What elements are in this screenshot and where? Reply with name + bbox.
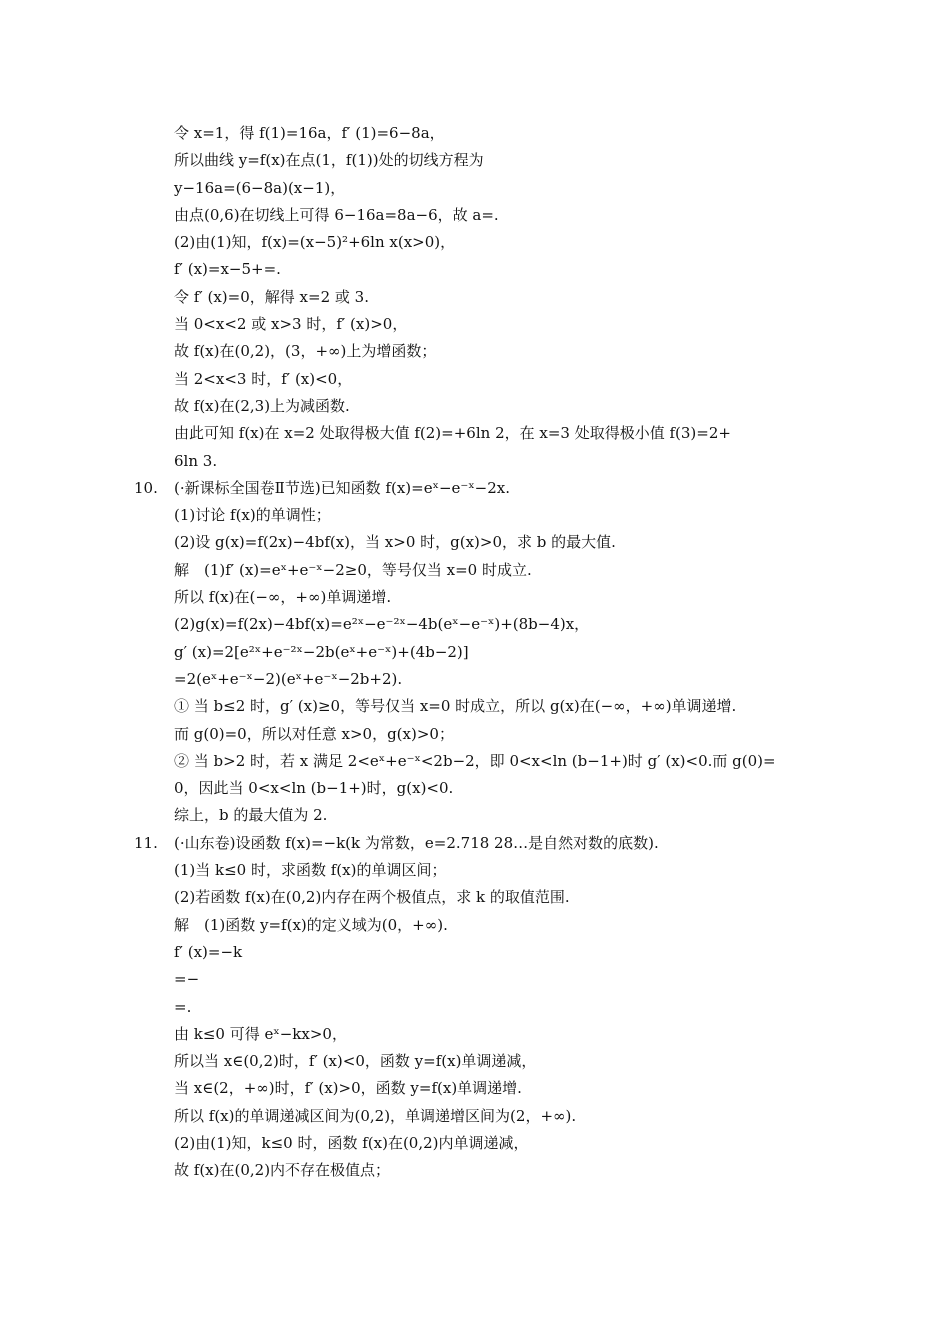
text-line — [134, 884, 834, 911]
text-line — [134, 584, 834, 611]
text-line — [134, 202, 834, 229]
line-text: 所以当 x∈(0,2)时，f′ (x)<0，函数 y=f(x)单调递减， — [174, 1052, 537, 1071]
line-text: =. — [174, 997, 192, 1016]
line-text: 解 (1)f′ (x)=eˣ+e⁻ˣ−2≥0，等号仅当 x=0 时成立. — [174, 560, 532, 579]
line-text: f′ (x)=x−5+=. — [174, 260, 281, 279]
line-text: 由 k≤0 可得 eˣ−kx>0， — [174, 1024, 347, 1043]
text-line — [134, 284, 834, 311]
text-line — [134, 939, 834, 966]
line-text: ① 当 b≤2 时，g′ (x)≥0，等号仅当 x=0 时成立，所以 g(x)在(−∞，+∞)单调递增. — [174, 697, 737, 716]
text-line — [134, 420, 834, 447]
text-line — [134, 666, 834, 693]
text-line — [134, 1048, 834, 1075]
problem-number: 10. — [134, 478, 158, 497]
line-text: 所以 f(x)的单调递减区间为(0,2)，单调递增区间为(2，+∞). — [174, 1106, 577, 1125]
text-line — [134, 1130, 834, 1157]
line-text: =− — [174, 970, 200, 989]
line-text: 6ln 3. — [174, 451, 218, 470]
line-text: ② 当 b>2 时，若 x 满足 2<eˣ+e⁻ˣ<2b−2，即 0<x<ln (b−1+)时 g′ (x)<0.而 g(0)= — [174, 751, 776, 770]
text-line — [134, 120, 834, 147]
text-line — [134, 448, 834, 475]
text-line — [134, 338, 834, 365]
line-text: 当 2<x<3 时，f′ (x)<0， — [174, 369, 353, 388]
text-line — [134, 147, 834, 174]
text-line — [134, 611, 834, 638]
text-line — [134, 775, 834, 802]
text-line — [134, 311, 834, 338]
line-text: 解 (1)函数 y=f(x)的定义域为(0，+∞). — [174, 915, 448, 934]
text-line — [134, 802, 834, 829]
document-body — [134, 120, 834, 1185]
text-line — [134, 912, 834, 939]
line-text: 令 f′ (x)=0，解得 x=2 或 3. — [174, 287, 369, 306]
text-line — [134, 557, 834, 584]
line-text: (2)由(1)知，k≤0 时，函数 f(x)在(0,2)内单调递减， — [174, 1133, 529, 1152]
line-text: 由此可知 f(x)在 x=2 处取得极大值 f(2)=+6ln 2，在 x=3 处取得极小值 f(3)=2+ — [174, 424, 731, 443]
line-text: =2(eˣ+e⁻ˣ−2)(eˣ+e⁻ˣ−2b+2). — [174, 669, 403, 688]
line-text: 故 f(x)在(0,2)，(3，+∞)上为增函数； — [174, 342, 437, 361]
line-text: 综上，b 的最大值为 2. — [174, 806, 328, 825]
text-line — [134, 175, 834, 202]
line-text: (2)若函数 f(x)在(0,2)内存在两个极值点，求 k 的取值范围. — [174, 888, 570, 907]
text-line — [134, 830, 834, 857]
line-text: 当 x∈(2，+∞)时，f′ (x)>0，函数 y=f(x)单调递增. — [174, 1079, 522, 1098]
text-line — [134, 393, 834, 420]
line-text: f′ (x)=−k — [174, 942, 243, 961]
text-line — [134, 994, 834, 1021]
text-line — [134, 748, 834, 775]
line-text: (1)讨论 f(x)的单调性； — [174, 506, 331, 525]
text-line — [134, 693, 834, 720]
line-text: (·新课标全国卷Ⅱ节选)已知函数 f(x)=eˣ−e⁻ˣ−2x. — [174, 478, 511, 497]
problem-number: 11. — [134, 833, 158, 852]
line-text: 故 f(x)在(0,2)内不存在极值点； — [174, 1161, 391, 1180]
line-text: 当 0<x<2 或 x>3 时，f′ (x)>0， — [174, 315, 408, 334]
text-line — [134, 1021, 834, 1048]
text-line — [134, 1157, 834, 1184]
text-line — [134, 639, 834, 666]
text-line — [134, 256, 834, 283]
line-text: (2)设 g(x)=f(2x)−4bf(x)，当 x>0 时，g(x)>0，求 b 的最大值. — [174, 533, 616, 552]
line-text: (2)g(x)=f(2x)−4bf(x)=e²ˣ−e⁻²ˣ−4b(eˣ−e⁻ˣ)+(8b−4)x， — [174, 615, 590, 634]
line-text: 0，因此当 0<x<ln (b−1+)时，g(x)<0. — [174, 779, 454, 798]
text-line — [134, 721, 834, 748]
line-text: (·山东卷)设函数 f(x)=−k(k 为常数，e=2.718 28…是自然对数的底数). — [174, 833, 659, 852]
line-text: 由点(0,6)在切线上可得 6−16a=8a−6，故 a=. — [174, 205, 499, 224]
line-text: 令 x=1，得 f(1)=16a，f′ (1)=6−8a， — [174, 124, 445, 142]
text-line — [134, 1075, 834, 1102]
line-text: (2)由(1)知，f(x)=(x−5)²+6ln x(x>0)， — [174, 233, 456, 252]
line-text: 而 g(0)=0，所以对任意 x>0，g(x)>0； — [174, 724, 454, 743]
text-line — [134, 502, 834, 529]
line-text: g′ (x)=2[e²ˣ+e⁻²ˣ−2b(eˣ+e⁻ˣ)+(4b−2)] — [174, 642, 469, 661]
line-text: y−16a=(6−8a)(x−1)， — [174, 178, 346, 197]
text-line — [134, 857, 834, 884]
text-line — [134, 966, 834, 993]
line-text: 所以曲线 y=f(x)在点(1，f(1))处的切线方程为 — [174, 151, 484, 170]
line-text: 所以 f(x)在(−∞，+∞)单调递增. — [174, 588, 392, 607]
text-line — [134, 229, 834, 256]
text-line — [134, 366, 834, 393]
line-text: (1)当 k≤0 时，求函数 f(x)的单调区间； — [174, 861, 447, 880]
text-line — [134, 1103, 834, 1130]
line-text: 故 f(x)在(2,3)上为减函数. — [174, 396, 350, 415]
text-line — [134, 475, 834, 502]
text-line — [134, 529, 834, 556]
